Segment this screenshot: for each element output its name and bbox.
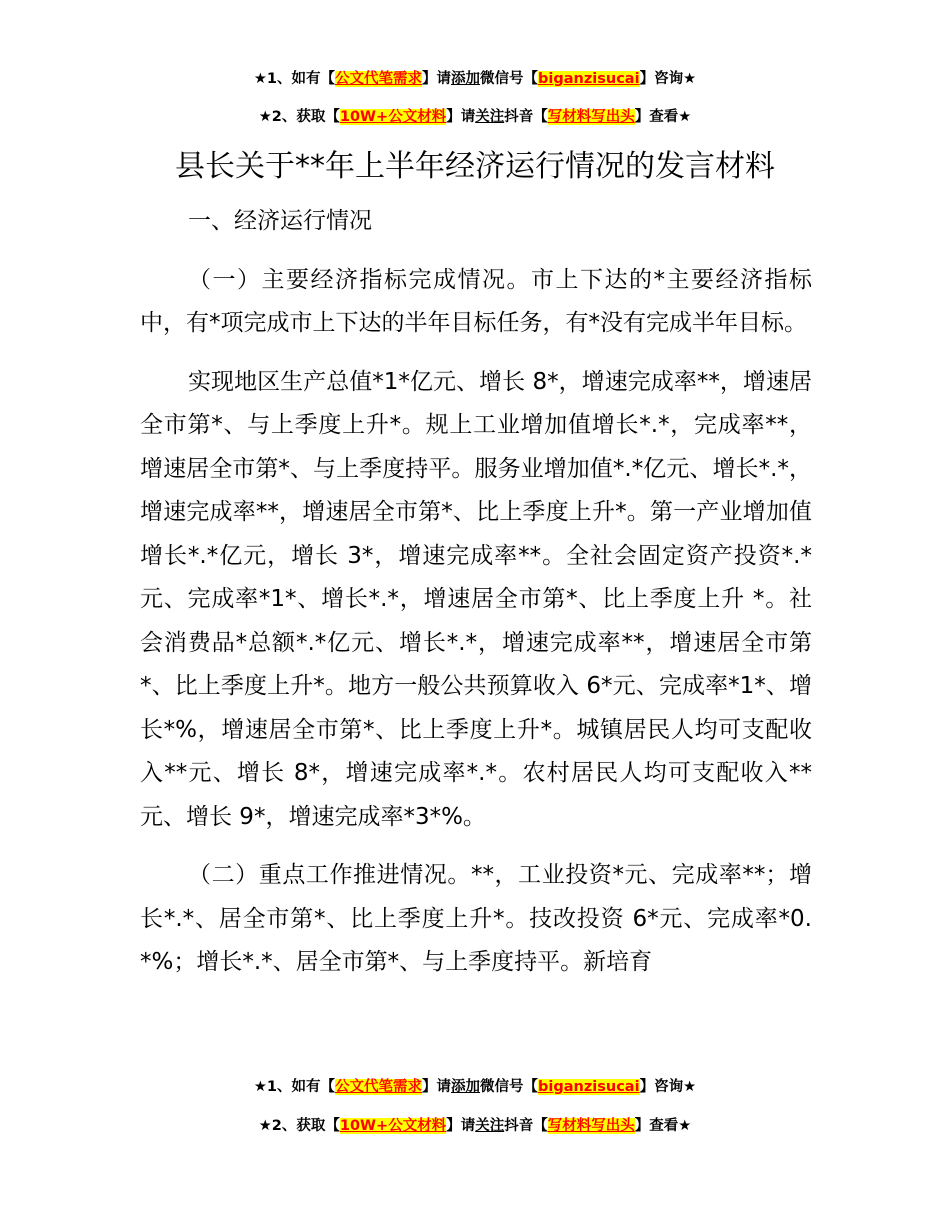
banner-text: 抖音【 bbox=[504, 109, 548, 125]
banner-highlight-materials: 10W+公文材料 bbox=[339, 109, 447, 125]
banner-text: 】查看★ bbox=[634, 1118, 692, 1134]
banner-highlight-douyin-id: 写材料写出头 bbox=[547, 109, 635, 125]
banner-text: ★1、如有【 bbox=[253, 71, 336, 87]
document-body bbox=[140, 200, 812, 985]
banner-underline-text: 关注 bbox=[475, 1118, 505, 1134]
header-banner-line-1 bbox=[0, 69, 950, 89]
banner-underline-text: 关注 bbox=[475, 109, 505, 125]
banner-text: 】查看★ bbox=[634, 109, 692, 125]
banner-highlight-materials: 10W+公文材料 bbox=[339, 1118, 447, 1134]
banner-highlight-wechat-id: biganzisucai bbox=[538, 1079, 640, 1095]
document-title: 县长关于**年上半年经济运行情况的发言材料 bbox=[175, 149, 775, 184]
body-paragraph: （一）主要经济指标完成情况。市上下达的*主要经济指标中，有*项完成市上下达的半年目标任务，有*没有完成半年目标。 bbox=[140, 266, 812, 336]
banner-text: ★2、获取【 bbox=[258, 109, 340, 125]
section-heading: 一、经济运行情况 bbox=[188, 208, 372, 234]
banner-text: 抖音【 bbox=[504, 1118, 548, 1134]
banner-highlight-service: 公文代笔需求 bbox=[335, 1079, 423, 1095]
body-paragraph: 实现地区生产总值*1*亿元、增长 8*，增速完成率**，增速居全市第*、与上季度上升*。规上工业增加值增长*.*，完成率**，增速居全市第*、与上季度持平。服务业增加值*.*亿元、增长*.*，增速完成率**，增速居全市第*、比上季度上升*。第一产业增加值增长*.*亿元，增长 3*，增速完成率**。全社会固定资产投资*.*元、完成率*1*、增长*.*，增速居全市第*、比上季度上升 *。社会消费品*总额*.*亿元、增长*.*，增速完成率**，增速居全市第*、比上季度上升*。地方一般公共预算收入 6*元、完成率*1*、增长*%，增速居全市第*、比上季度上升*。城镇居民人均可支配收入**元、增长 8*，增速完成率*.*。农村居民人均可支配收入**元、增长 9*，增速完成率*3*%。 bbox=[140, 368, 812, 830]
banner-text: 微信号【 bbox=[480, 1079, 539, 1095]
banner-text: ★1、如有【 bbox=[253, 1079, 336, 1095]
body-paragraph: （二）重点工作推进情况。**，工业投资*元、完成率**；增长*.*、居全市第*、比上季度上升*。技改投资 6*元、完成率*0.*%；增长*.*、居全市第*、与上季度持平。新培育 bbox=[140, 862, 812, 975]
footer-banner-line-1 bbox=[0, 1077, 950, 1097]
banner-highlight-wechat-id: biganzisucai bbox=[538, 71, 640, 87]
banner-underline-text: 添加 bbox=[451, 1079, 481, 1095]
banner-text: ★2、获取【 bbox=[258, 1118, 340, 1134]
header-banner-line-2 bbox=[0, 107, 950, 127]
banner-text: 】请 bbox=[446, 109, 476, 125]
banner-text: 】咨询★ bbox=[639, 1079, 697, 1095]
banner-text: 微信号【 bbox=[480, 71, 539, 87]
banner-text: 】咨询★ bbox=[639, 71, 697, 87]
footer-banner-line-2 bbox=[0, 1116, 950, 1136]
banner-text: 】请 bbox=[422, 71, 452, 87]
banner-highlight-service: 公文代笔需求 bbox=[335, 71, 423, 87]
banner-text: 】请 bbox=[422, 1079, 452, 1095]
banner-underline-text: 添加 bbox=[451, 71, 481, 87]
banner-highlight-douyin-id: 写材料写出头 bbox=[547, 1118, 635, 1134]
banner-text: 】请 bbox=[446, 1118, 476, 1134]
